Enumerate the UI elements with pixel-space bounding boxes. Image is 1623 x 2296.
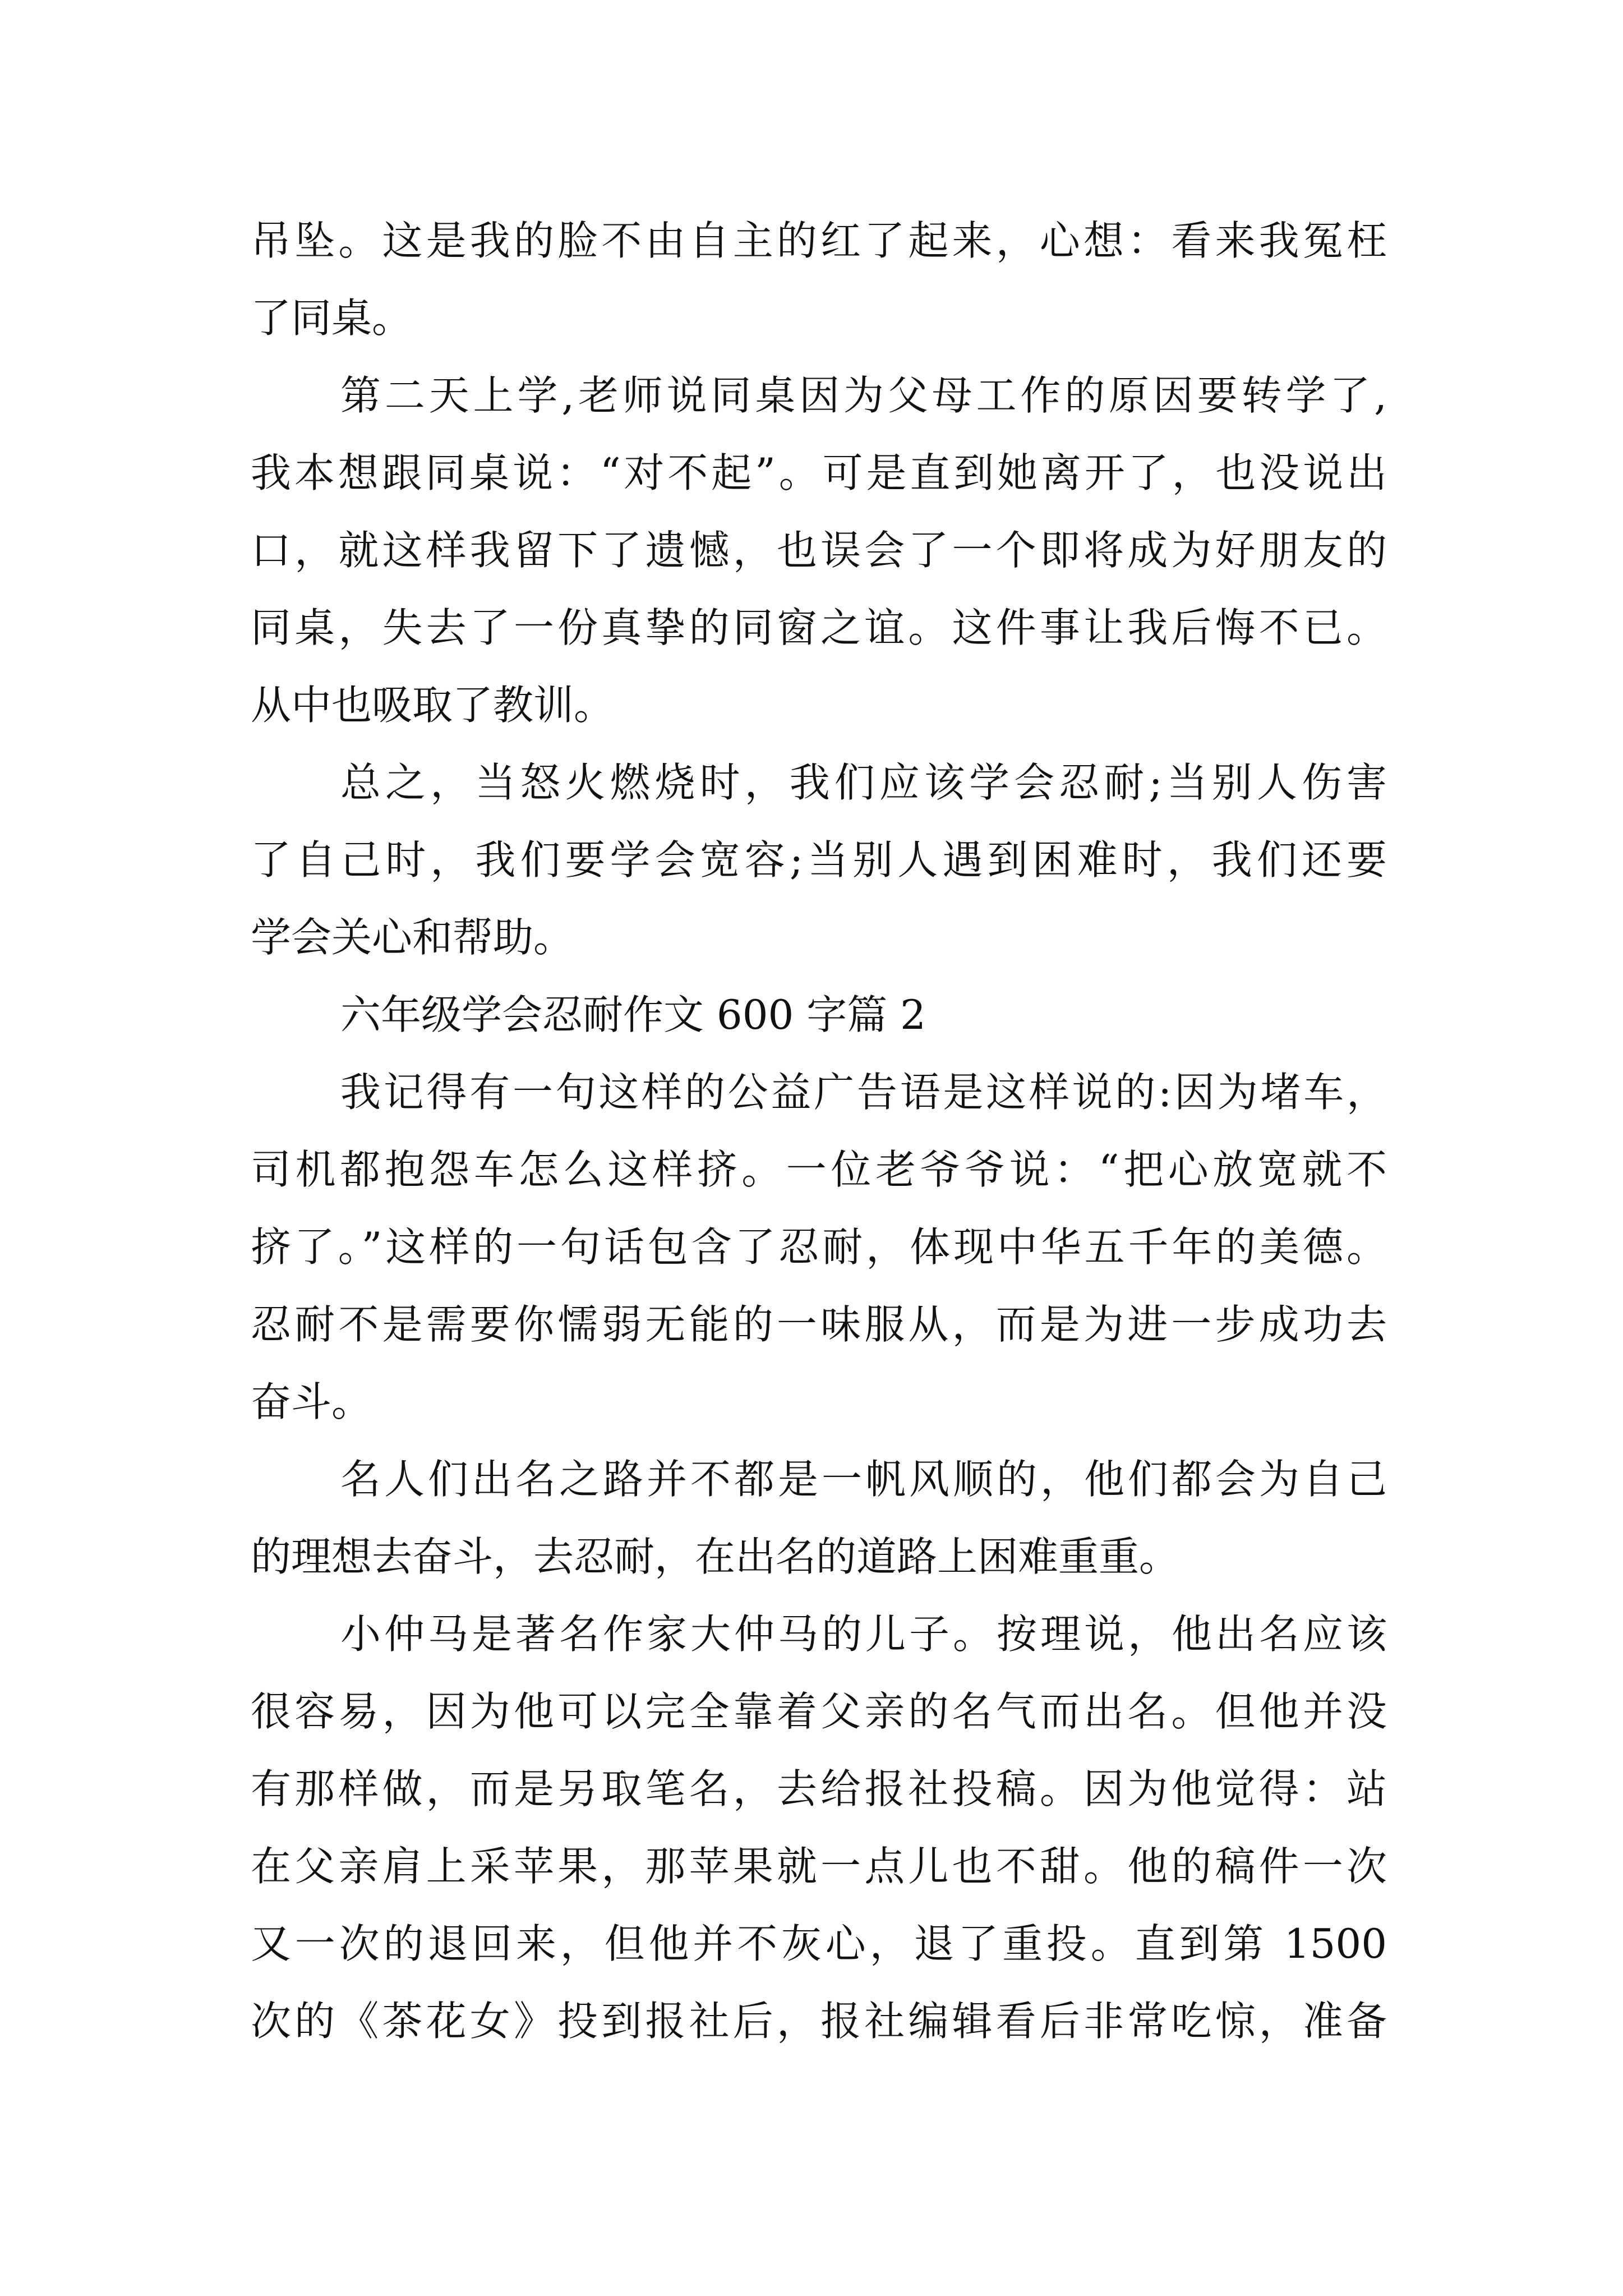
text-line: 奋斗。: [251, 1378, 372, 1425]
paragraph: [251, 1595, 1387, 2060]
text-line: 我本想跟同桌说：“对不起”。可是直到她离开了，也没说出: [251, 449, 1387, 496]
paragraph: [251, 1441, 1387, 1595]
continued-paragraph: [251, 202, 1387, 357]
text-line: 口，就这样我留下了遗憾，也误会了一个即将成为好朋友的: [251, 527, 1387, 574]
section-heading: 六年级学会忍耐作文 600 字篇 2: [340, 991, 926, 1038]
text-line: 学会关心和帮助。: [251, 914, 574, 961]
text-line: 小仲马是著名作家大仲马的儿子。按理说，他出名应该: [340, 1611, 1387, 1658]
text-line: 有那样做，而是另取笔名，去给报社投稿。因为他觉得：站: [251, 1765, 1387, 1812]
text-line: 从中也吸取了教训。: [251, 682, 615, 729]
text-line: 名人们出名之路并不都是一帆风顺的，他们都会为自己: [340, 1456, 1387, 1503]
text-line: 总之，当怒火燃烧时，我们应该学会忍耐;当别人伤害: [340, 759, 1387, 806]
text-line: 的理想去奋斗，去忍耐，在出名的道路上困难重重。: [251, 1533, 1180, 1580]
text-line: 吊坠。这是我的脸不由自主的红了起来，心想：看来我冤枉: [251, 217, 1387, 264]
text-line: 次的《茶花女》投到报社后，报社编辑看后非常吃惊，准备: [251, 1998, 1387, 2045]
text-line: 了同桌。: [251, 295, 413, 342]
text-line: 在父亲肩上采苹果，那苹果就一点儿也不甜。他的稿件一次: [251, 1843, 1387, 1890]
text-line: 又一次的退回来，但他并不灰心，退了重投。直到第 1500: [251, 1920, 1387, 1967]
body-text: [251, 202, 1387, 2060]
text-line: 同桌，失去了一份真挚的同窗之谊。这件事让我后悔不已。: [251, 604, 1387, 651]
paragraph: [251, 744, 1387, 976]
paragraph: [251, 1053, 1387, 1441]
text-line: 忍耐不是需要你懦弱无能的一味服从，而是为进一步成功去: [251, 1301, 1387, 1348]
section-heading-block: [251, 976, 1387, 1053]
text-line: 挤了。”这样的一句话包含了忍耐，体现中华五千年的美德。: [251, 1223, 1387, 1271]
text-line: 了自己时，我们要学会宽容;当别人遇到困难时，我们还要: [251, 836, 1387, 884]
paragraph: [251, 357, 1387, 744]
text-line: 第二天上学,老师说同桌因为父母工作的原因要转学了,: [340, 372, 1387, 419]
text-line: 很容易，因为他可以完全靠着父亲的名气而出名。但他并没: [251, 1688, 1387, 1735]
text-line: 我记得有一句这样的公益广告语是这样说的:因为堵车，: [340, 1069, 1387, 1116]
text-line: 司机都抱怨车怎么这样挤。一位老爷爷说：“把心放宽就不: [251, 1146, 1387, 1193]
